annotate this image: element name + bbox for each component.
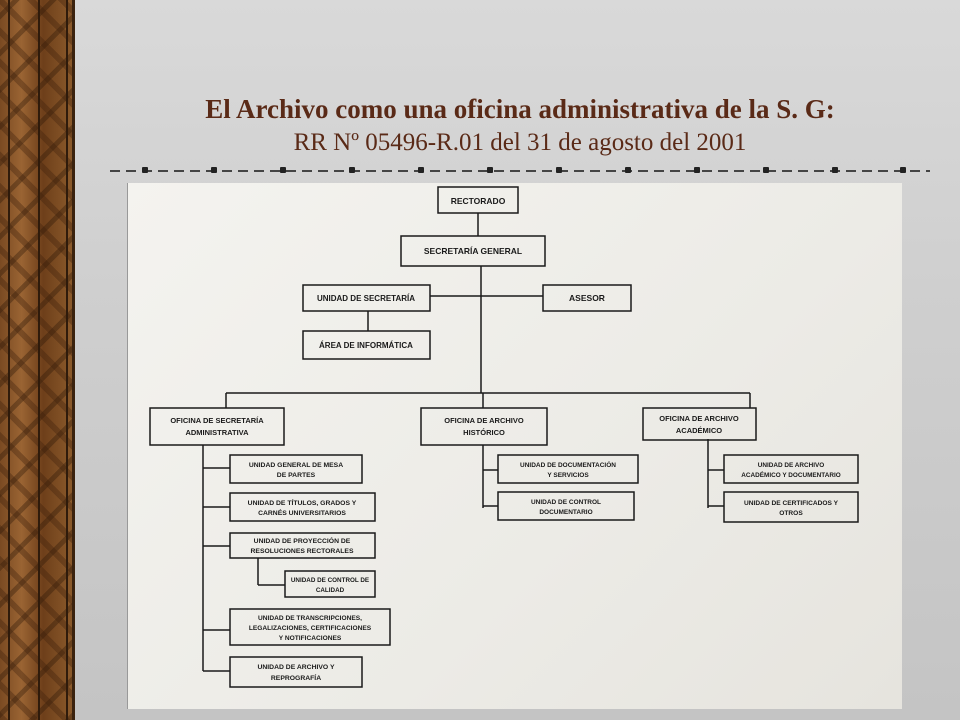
label-area-informatica: ÁREA DE INFORMÁTICA xyxy=(319,341,413,350)
wood-rail xyxy=(66,0,68,720)
org-chart xyxy=(128,183,902,709)
divider-dot xyxy=(280,167,286,173)
slide-subtitle: RR Nº 05496-R.01 del 31 de agosto del 2001 xyxy=(293,129,747,156)
label-unidad-mesa-line2: DE PARTES xyxy=(276,472,316,479)
label-unidad-control-doc-line1: UNIDAD DE CONTROL xyxy=(530,499,602,506)
label-oficina-academico-line2: ACADÉMICO xyxy=(675,426,723,435)
slide-title-block xyxy=(80,92,960,160)
divider-dot xyxy=(625,167,631,173)
box-unidad-certificados xyxy=(724,492,858,522)
divider-dot xyxy=(763,167,769,173)
divider-dot xyxy=(694,167,700,173)
divider-dot xyxy=(900,167,906,173)
divider-dot xyxy=(487,167,493,173)
divider-dot xyxy=(832,167,838,173)
label-unidad-archivo-acad-line1: UNIDAD DE ARCHIVO xyxy=(757,462,825,469)
org-chart-scan xyxy=(127,183,902,709)
label-unidad-transcripciones-line3: Y NOTIFICACIONES xyxy=(278,635,342,642)
label-secretaria-general: SECRETARÍA GENERAL xyxy=(423,246,523,256)
slide-title: El Archivo como una oficina administrativa de la S. G: xyxy=(205,94,835,124)
divider-dot xyxy=(142,167,148,173)
label-oficina-secretaria-line1: OFICINA DE SECRETARÍA xyxy=(170,416,264,425)
connector-lines xyxy=(203,213,750,671)
box-oficina-academico xyxy=(643,408,756,440)
label-unidad-proyeccion-line1: UNIDAD DE PROYECCIÓN DE xyxy=(253,538,351,545)
label-oficina-historico-line1: OFICINA DE ARCHIVO xyxy=(444,416,524,425)
label-unidad-reprografia-line2: REPROGRAFÍA xyxy=(270,675,322,682)
label-unidad-control-calidad-line1: UNIDAD DE CONTROL DE xyxy=(290,577,370,584)
divider-dot xyxy=(211,167,217,173)
label-unidad-documentacion-line2: Y SERVICIOS xyxy=(547,472,589,479)
box-unidad-reprografia xyxy=(230,657,362,687)
label-unidad-documentacion-line1: UNIDAD DE DOCUMENTACIÓN xyxy=(520,462,616,469)
wood-rail xyxy=(38,0,40,720)
box-oficina-secretaria xyxy=(150,408,284,445)
label-unidad-certificados-line1: UNIDAD DE CERTIFICADOS Y xyxy=(743,500,839,507)
wood-rail xyxy=(8,0,10,720)
label-unidad-reprografia-line1: UNIDAD DE ARCHIVO Y xyxy=(257,664,335,671)
label-unidad-transcripciones-line1: UNIDAD DE TRANSCRIPCIONES, xyxy=(257,615,363,622)
label-unidad-mesa-line1: UNIDAD GENERAL DE MESA xyxy=(248,462,344,469)
box-oficina-historico xyxy=(421,408,547,445)
wood-border-decoration xyxy=(0,0,75,720)
label-oficina-secretaria-line2: ADMINISTRATIVA xyxy=(185,428,249,437)
label-unidad-secretaria: UNIDAD DE SECRETARÍA xyxy=(316,294,416,303)
dashed-divider xyxy=(110,170,930,172)
label-unidad-certificados-line2: OTROS xyxy=(779,510,803,517)
label-unidad-proyeccion-line2: RESOLUCIONES RECTORALES xyxy=(250,548,354,555)
label-unidad-control-calidad-line2: CALIDAD xyxy=(315,587,345,594)
divider-dot xyxy=(418,167,424,173)
label-unidad-control-doc-line2: DOCUMENTARIO xyxy=(539,509,593,516)
divider-dot xyxy=(349,167,355,173)
label-rectorado: RECTORADO xyxy=(450,196,506,206)
org-boxes xyxy=(150,187,858,687)
label-oficina-academico-line1: OFICINA DE ARCHIVO xyxy=(659,414,739,423)
label-unidad-transcripciones-line2: LEGALIZACIONES, CERTIFICACIONES xyxy=(248,625,372,632)
label-oficina-historico-line2: HISTÓRICO xyxy=(463,428,505,437)
label-unidad-titulos-line2: CARNÉS UNIVERSITARIOS xyxy=(258,510,346,517)
label-unidad-titulos-line1: UNIDAD DE TÍTULOS, GRADOS Y xyxy=(247,500,357,507)
divider-dot xyxy=(556,167,562,173)
label-asesor: ASESOR xyxy=(569,293,605,303)
label-unidad-archivo-acad-line2: ACADÉMICO Y DOCUMENTARIO xyxy=(741,472,841,479)
